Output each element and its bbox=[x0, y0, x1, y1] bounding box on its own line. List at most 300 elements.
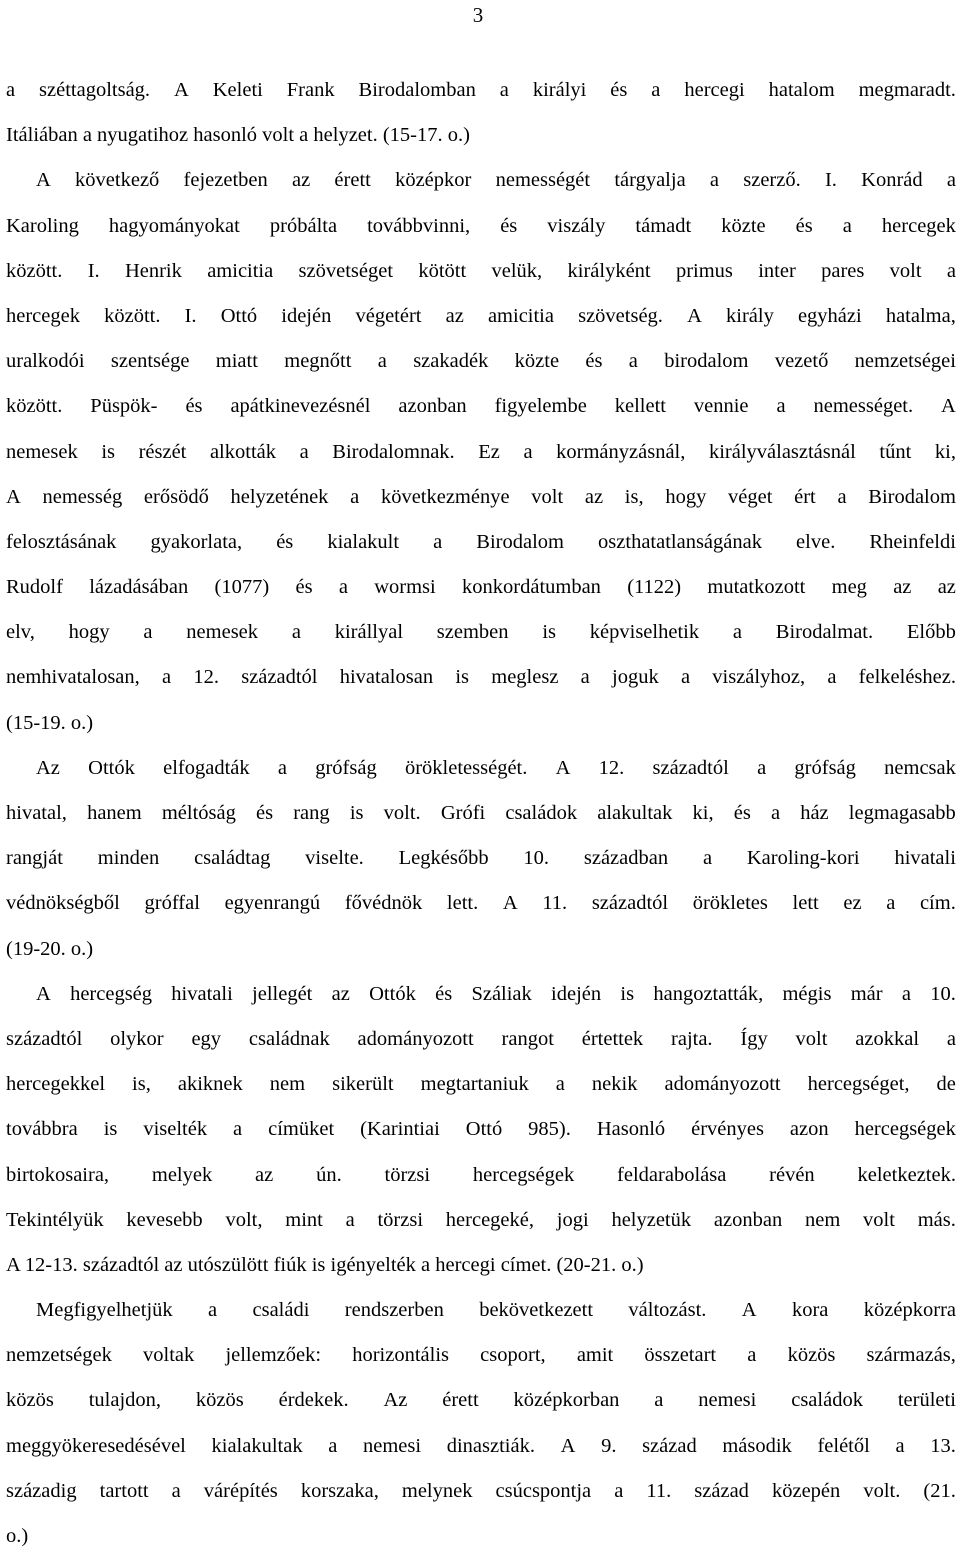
word: a bbox=[338, 576, 348, 599]
word: apátkinevezésnél bbox=[230, 395, 371, 418]
text-line bbox=[6, 701, 956, 746]
word: Rheinfeldi bbox=[869, 530, 956, 553]
text-line bbox=[6, 1514, 956, 1559]
word: nemesség bbox=[42, 485, 123, 508]
word: csoport, bbox=[480, 1344, 546, 1367]
word: A bbox=[555, 756, 571, 779]
word: és bbox=[585, 350, 603, 373]
word: keletkeztek. bbox=[857, 1163, 956, 1186]
word: elv, bbox=[6, 621, 35, 644]
word: szövetség. bbox=[578, 304, 663, 327]
word: jellegét bbox=[252, 982, 313, 1005]
word: között. bbox=[6, 395, 63, 418]
word: Keleti bbox=[212, 79, 263, 101]
word: gyakorlata, bbox=[150, 530, 243, 553]
word: a bbox=[946, 259, 956, 282]
word: érvényes bbox=[691, 1118, 764, 1141]
line-text: o.) bbox=[6, 1525, 29, 1547]
word: királyi bbox=[532, 79, 587, 101]
word: pares bbox=[821, 259, 865, 282]
word: továbbvinni, bbox=[367, 214, 471, 237]
word: középkorban bbox=[513, 1389, 620, 1412]
word: kormányzásnál, bbox=[556, 440, 686, 463]
word: meggyökeresedésével bbox=[6, 1434, 186, 1457]
word: Ottó bbox=[465, 1118, 503, 1141]
word: várépítés bbox=[203, 1479, 278, 1502]
word: területi bbox=[897, 1389, 956, 1412]
text-line bbox=[6, 1017, 956, 1062]
word: azokkal bbox=[855, 1027, 920, 1050]
word: A bbox=[502, 892, 518, 915]
line-text: Itáliában a nyugatihoz hasonló volt a helyzet. (15-17. o.) bbox=[6, 124, 470, 147]
text-line bbox=[6, 204, 956, 249]
word: Henrik bbox=[124, 259, 182, 282]
text-line bbox=[6, 1288, 956, 1333]
word: a bbox=[651, 79, 661, 101]
word: dinasztiák. bbox=[446, 1434, 535, 1457]
word: Birodalomban bbox=[358, 79, 476, 101]
word: gróffal bbox=[144, 892, 200, 915]
word: wormsi bbox=[374, 576, 436, 599]
word: Püspök- bbox=[90, 395, 158, 418]
word: Legkésőbb bbox=[398, 847, 489, 870]
line-text: (19-20. o.) bbox=[6, 937, 94, 960]
word: Így bbox=[740, 1027, 768, 1050]
word: az bbox=[331, 982, 350, 1005]
word: közepén bbox=[771, 1479, 841, 1502]
word: a bbox=[580, 666, 590, 689]
word: 12. bbox=[598, 756, 625, 779]
word: az bbox=[291, 169, 311, 192]
word: nemesek bbox=[6, 440, 78, 463]
word: I. bbox=[824, 169, 837, 192]
word: középkor bbox=[395, 169, 472, 192]
word: században bbox=[583, 847, 669, 870]
word: és bbox=[795, 214, 813, 237]
word: támadt bbox=[635, 214, 692, 237]
word: nemhivatalosan, bbox=[6, 666, 140, 689]
word: királyként bbox=[567, 259, 651, 282]
word: a bbox=[143, 621, 153, 644]
word: amicitia bbox=[207, 259, 274, 282]
word: voltak bbox=[143, 1344, 195, 1367]
word: is bbox=[620, 982, 635, 1005]
word: volt bbox=[531, 485, 564, 508]
word: adományozott bbox=[664, 1073, 781, 1096]
word: nekik bbox=[591, 1073, 638, 1096]
word: egyházi bbox=[797, 304, 862, 327]
word: hatalom bbox=[768, 79, 835, 101]
word: a bbox=[208, 1299, 218, 1322]
word: kellett bbox=[614, 395, 666, 418]
word: (1077) bbox=[214, 576, 270, 599]
word: lázadásában bbox=[89, 576, 189, 599]
word: tárgyalja bbox=[614, 169, 686, 192]
word: rangot bbox=[501, 1027, 554, 1050]
word: lett. bbox=[446, 892, 479, 915]
word: a bbox=[628, 350, 638, 373]
word: olykor bbox=[110, 1027, 164, 1050]
word: idején bbox=[551, 982, 602, 1005]
text-line bbox=[6, 1469, 956, 1514]
word: viselték bbox=[143, 1118, 208, 1141]
word: meglesz bbox=[491, 666, 559, 689]
word: is bbox=[349, 802, 364, 824]
text-line bbox=[6, 746, 956, 791]
word: összetart bbox=[644, 1344, 717, 1367]
word: Az bbox=[383, 1389, 408, 1412]
word: nemesi bbox=[698, 1389, 757, 1412]
word: kialakultak bbox=[211, 1434, 303, 1457]
text-line bbox=[6, 1243, 956, 1288]
word: is, bbox=[132, 1073, 151, 1096]
word: a bbox=[680, 666, 691, 689]
text-line bbox=[6, 158, 956, 203]
word: volt bbox=[795, 1027, 828, 1050]
word: a bbox=[162, 666, 172, 689]
word: méltóság bbox=[161, 802, 236, 824]
word: felétől bbox=[817, 1434, 870, 1457]
word: közte bbox=[514, 350, 560, 373]
word: és bbox=[500, 214, 518, 237]
text-line bbox=[6, 249, 956, 294]
word: rajta. bbox=[671, 1027, 713, 1050]
text-line bbox=[6, 927, 956, 972]
word: A bbox=[687, 304, 702, 327]
word: között. bbox=[6, 259, 63, 282]
word: oszthatatlanságának bbox=[598, 530, 762, 553]
word: A bbox=[36, 982, 51, 1005]
word: a bbox=[299, 440, 309, 463]
text-line bbox=[6, 791, 956, 836]
word: hagyományokat bbox=[108, 214, 240, 237]
word: érett bbox=[334, 169, 371, 192]
word: a bbox=[350, 485, 360, 508]
word: rang bbox=[293, 802, 330, 824]
word: ház bbox=[800, 802, 829, 824]
word: a bbox=[499, 79, 509, 101]
word: figyelembe bbox=[494, 395, 587, 418]
word: ún. bbox=[316, 1163, 342, 1186]
word: hivatali bbox=[894, 847, 956, 870]
word: adományozott bbox=[357, 1027, 474, 1050]
word: örökletességét. bbox=[404, 756, 528, 779]
word: megnőtt bbox=[284, 350, 352, 373]
word: kialakult bbox=[327, 530, 400, 553]
word: nem bbox=[269, 1073, 306, 1096]
text-line bbox=[6, 836, 956, 881]
word: királyválasztásnál bbox=[708, 440, 856, 463]
word: a bbox=[776, 395, 786, 418]
word: hangoztatták, bbox=[653, 982, 764, 1005]
word: a bbox=[837, 485, 847, 508]
word: volt bbox=[863, 1208, 895, 1231]
word: viszály bbox=[547, 214, 606, 237]
text-line bbox=[6, 655, 956, 700]
word: hercegek bbox=[881, 214, 956, 237]
word: is bbox=[455, 666, 470, 689]
word: viszályhoz, bbox=[712, 666, 806, 689]
word: volt bbox=[889, 259, 922, 282]
word: szentsége bbox=[110, 350, 190, 373]
word: változást. bbox=[628, 1299, 707, 1322]
word: örökletes bbox=[692, 892, 768, 915]
word: sikerült bbox=[332, 1073, 394, 1096]
word: a bbox=[277, 756, 287, 779]
word: az bbox=[445, 304, 464, 327]
word: már bbox=[850, 982, 883, 1005]
word: A bbox=[741, 1299, 757, 1322]
word: akiknek bbox=[177, 1073, 243, 1096]
word: helyzetének bbox=[230, 485, 329, 508]
word: (21. bbox=[923, 1479, 956, 1502]
text-line bbox=[6, 972, 956, 1017]
word: nemességet. bbox=[813, 395, 914, 418]
word: cím. bbox=[919, 892, 956, 915]
word: A bbox=[560, 1434, 576, 1457]
word: a bbox=[291, 621, 301, 644]
word: korszaka, bbox=[300, 1479, 379, 1502]
word: hercegi bbox=[684, 79, 745, 101]
word: meg bbox=[831, 576, 867, 599]
text-line bbox=[6, 430, 956, 475]
word: volt. bbox=[383, 802, 421, 824]
word: amicitia bbox=[487, 304, 554, 327]
word: a bbox=[886, 892, 896, 915]
word: hercegséget, bbox=[807, 1073, 910, 1096]
word: a bbox=[732, 621, 742, 644]
word: Rudolf bbox=[6, 576, 63, 599]
word: a bbox=[555, 1073, 565, 1096]
word: primus bbox=[675, 259, 733, 282]
word: értettek bbox=[581, 1027, 644, 1050]
word: idején bbox=[281, 304, 332, 327]
word: nemzetségek bbox=[6, 1344, 112, 1367]
word: a bbox=[702, 847, 713, 870]
word: a bbox=[895, 1434, 905, 1457]
word: század bbox=[694, 1479, 749, 1502]
word: szerző. bbox=[743, 169, 801, 192]
word: legmagasabb bbox=[848, 802, 956, 824]
word: törzsi bbox=[384, 1163, 431, 1186]
word: elve. bbox=[796, 530, 836, 553]
word: miatt bbox=[215, 350, 258, 373]
word: közös bbox=[787, 1344, 836, 1367]
word: Karoling bbox=[6, 214, 79, 237]
word: a bbox=[946, 1027, 956, 1050]
word: második bbox=[722, 1434, 792, 1457]
word: A bbox=[174, 79, 189, 101]
text-line bbox=[6, 565, 956, 610]
word: századtól bbox=[241, 666, 318, 689]
word: hivatalosan bbox=[339, 666, 434, 689]
word: melyek bbox=[151, 1163, 213, 1186]
word: Frank bbox=[286, 79, 335, 101]
word: A bbox=[941, 395, 956, 418]
word: a bbox=[377, 350, 387, 373]
word: helyzetük bbox=[611, 1208, 692, 1231]
word: konkordátumban bbox=[462, 576, 601, 599]
text-line bbox=[6, 294, 956, 339]
text-line bbox=[6, 1198, 956, 1243]
word: azonban bbox=[713, 1208, 783, 1231]
word: közte bbox=[721, 214, 766, 237]
word: alakultak bbox=[597, 802, 673, 824]
word: 10. bbox=[523, 847, 550, 870]
word: hercegség bbox=[70, 982, 153, 1005]
word: családtag bbox=[194, 847, 271, 870]
word: közös bbox=[6, 1389, 54, 1412]
word: nem bbox=[804, 1208, 841, 1231]
word: horizontális bbox=[352, 1344, 450, 1367]
word: vennie bbox=[693, 395, 749, 418]
word: Birodalom bbox=[476, 530, 564, 553]
word: az bbox=[255, 1163, 274, 1186]
word: melynek bbox=[401, 1479, 473, 1502]
word: érdekek. bbox=[278, 1389, 349, 1412]
word: 10. bbox=[930, 982, 956, 1005]
word: képviselhetik bbox=[589, 621, 700, 644]
word: A bbox=[6, 485, 21, 508]
word: századig bbox=[6, 1479, 77, 1502]
word: a bbox=[901, 982, 911, 1005]
word: azon bbox=[789, 1118, 829, 1141]
word: viselte. bbox=[305, 847, 364, 870]
word: nemesi bbox=[363, 1434, 422, 1457]
word: az bbox=[937, 576, 956, 599]
word: megmaradt. bbox=[858, 79, 956, 101]
word: századtól bbox=[6, 1027, 83, 1050]
word: Konrád bbox=[861, 169, 923, 192]
word: a bbox=[6, 79, 16, 101]
word: amit bbox=[576, 1344, 614, 1367]
word: azonban bbox=[398, 395, 467, 418]
word: erősödő bbox=[143, 485, 209, 508]
word: nemességét bbox=[495, 169, 591, 192]
word: csúcspontja bbox=[495, 1479, 592, 1502]
word: és bbox=[295, 576, 313, 599]
word: hatalma, bbox=[885, 304, 956, 327]
text-line bbox=[6, 68, 956, 113]
word: kötött bbox=[418, 259, 467, 282]
word: inter bbox=[758, 259, 796, 282]
word: lett bbox=[792, 892, 819, 915]
word: Ottók bbox=[88, 756, 135, 779]
word: próbálta bbox=[269, 214, 338, 237]
word: és bbox=[185, 395, 203, 418]
word: a bbox=[946, 169, 956, 192]
word: jellemzőek: bbox=[225, 1344, 322, 1367]
word: véget bbox=[728, 485, 773, 508]
word: de bbox=[936, 1073, 956, 1096]
word: hercegekkel bbox=[6, 1073, 106, 1096]
word: tartott bbox=[99, 1479, 149, 1502]
word: a bbox=[171, 1479, 181, 1502]
word: a bbox=[827, 666, 837, 689]
word: jogi bbox=[556, 1208, 589, 1231]
line-text: (15-19. o.) bbox=[6, 711, 94, 734]
line-text: A 12-13. századtól az utószülött fiúk is igényelték a hercegi címet. (20-21. o.) bbox=[6, 1253, 644, 1276]
word: királlyal bbox=[334, 621, 404, 644]
word: Hasonló bbox=[596, 1118, 666, 1141]
word: Megfigyelhetjük bbox=[36, 1299, 173, 1322]
word: is, bbox=[624, 485, 644, 508]
word: hivatali bbox=[171, 982, 233, 1005]
word: Ottók bbox=[369, 982, 416, 1005]
word: a bbox=[233, 1118, 243, 1141]
text-line bbox=[6, 520, 956, 565]
word: felkeléshez. bbox=[858, 666, 956, 689]
word: hogy bbox=[68, 621, 110, 644]
word: A bbox=[36, 169, 51, 192]
page-number: 3 bbox=[472, 3, 484, 27]
word: mutatkozott bbox=[707, 576, 806, 599]
word: volt, bbox=[225, 1208, 263, 1231]
word: mint bbox=[285, 1208, 323, 1231]
word: családok bbox=[791, 1389, 863, 1412]
word: birtokosaira, bbox=[6, 1163, 110, 1186]
word: nemesek bbox=[186, 621, 259, 644]
word: fejezetben bbox=[183, 169, 268, 192]
word: megtartaniuk bbox=[420, 1073, 529, 1096]
word: uralkodói bbox=[6, 350, 85, 373]
word: is bbox=[542, 621, 556, 644]
word: a bbox=[614, 1479, 624, 1502]
text-line bbox=[6, 1107, 956, 1152]
word: király bbox=[726, 304, 774, 327]
word: Az bbox=[36, 756, 60, 779]
word: feldarabolása bbox=[617, 1163, 727, 1186]
word: is bbox=[101, 440, 115, 463]
word: címüket bbox=[268, 1118, 335, 1141]
word: (1122) bbox=[627, 576, 682, 599]
word: birodalom bbox=[664, 350, 749, 373]
word: Birodalom bbox=[868, 485, 956, 508]
word: következő bbox=[75, 169, 160, 192]
word: és bbox=[610, 79, 628, 101]
text-line bbox=[6, 1333, 956, 1378]
word: bekövetkezett bbox=[479, 1299, 594, 1322]
word: századtól bbox=[591, 892, 669, 915]
word: ért bbox=[794, 485, 816, 508]
word: és bbox=[733, 802, 751, 824]
word: hogy bbox=[665, 485, 707, 508]
word: családok bbox=[505, 802, 578, 824]
word: Birodalmat. bbox=[775, 621, 874, 644]
word: a bbox=[842, 214, 852, 237]
word: hercegségek bbox=[854, 1118, 956, 1141]
word: 13. bbox=[930, 1434, 956, 1457]
text-line bbox=[6, 339, 956, 384]
word: között. bbox=[104, 304, 161, 327]
word: egyenrangú bbox=[224, 892, 321, 915]
word: a bbox=[747, 1344, 757, 1367]
word: velük, bbox=[491, 259, 543, 282]
word: más. bbox=[917, 1208, 956, 1231]
word: szövetséget bbox=[298, 259, 394, 282]
word: 12. bbox=[193, 666, 219, 689]
text-line bbox=[6, 1062, 956, 1107]
word: továbbra bbox=[6, 1118, 78, 1141]
word: és bbox=[256, 802, 274, 824]
word: szakadék bbox=[413, 350, 489, 373]
text-line bbox=[6, 1153, 956, 1198]
word: a bbox=[433, 530, 443, 553]
word: közös bbox=[195, 1389, 244, 1412]
word: hercegek bbox=[6, 304, 80, 327]
word: az bbox=[893, 576, 912, 599]
word: és bbox=[276, 530, 294, 553]
